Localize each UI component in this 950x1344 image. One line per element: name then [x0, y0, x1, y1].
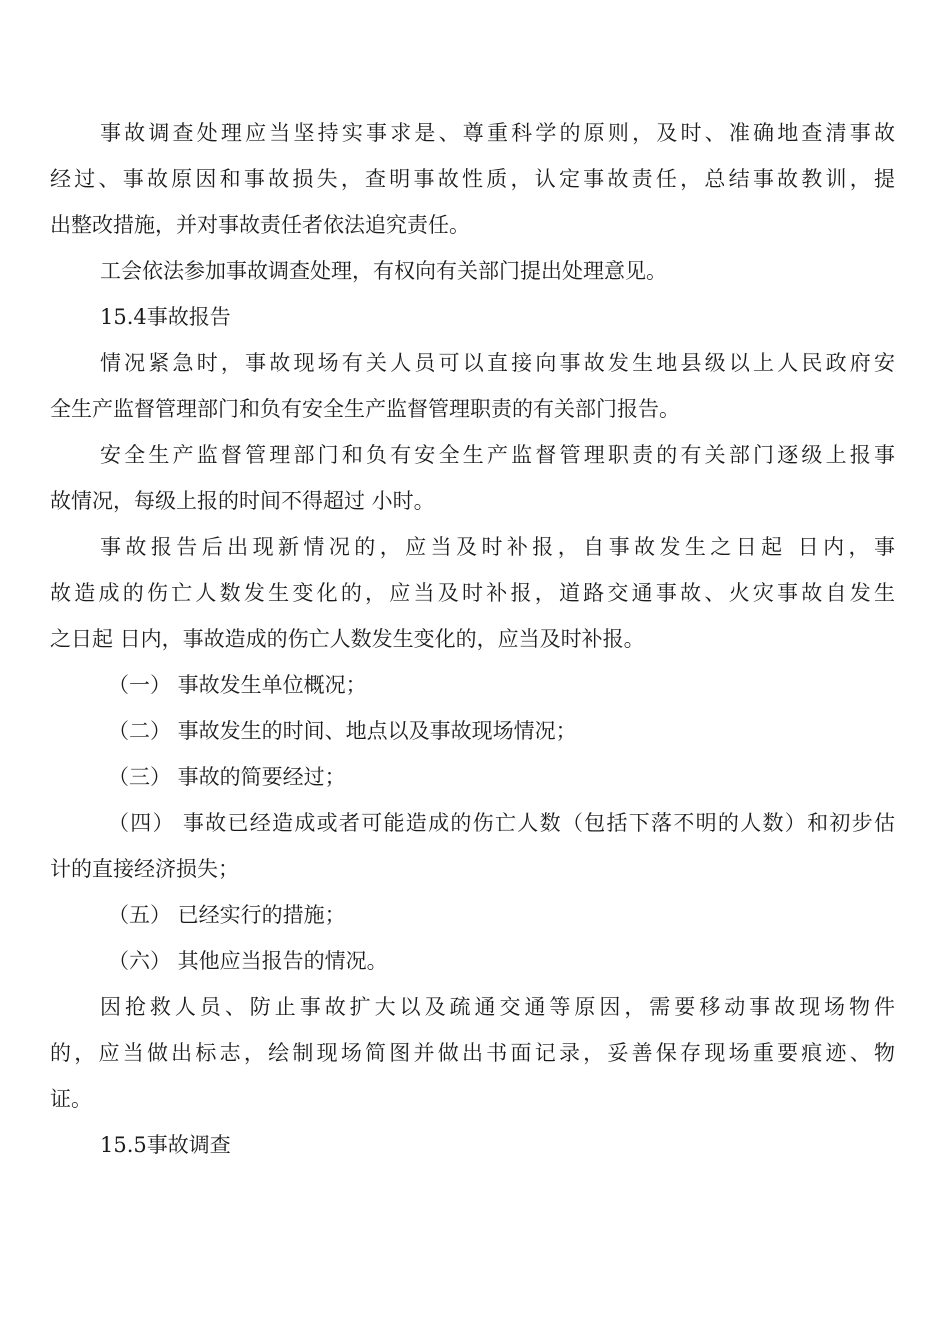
paragraph-line: 情况紧急时，事故现场有关人员可以直接向事故发生地县级以上人民政府安 [100, 351, 895, 375]
paragraph-line: 工会依法参加事故调查处理，有权向有关部门提出处理意见。 [100, 259, 667, 283]
paragraph-line: 证。 [50, 1087, 92, 1111]
list-item: （四） 事故已经造成或者可能造成的伤亡人数（包括下落不明的人数）和初步估 [108, 811, 895, 835]
paragraph-line: 故造成的伤亡人数发生变化的，应当及时补报，道路交通事故、火灾事故自发生 [50, 581, 895, 605]
paragraph-line: 之日起 日内，事故造成的伤亡人数发生变化的，应当及时补报。 [50, 627, 645, 651]
section-heading: 15.4事故报告 [100, 305, 231, 329]
paragraph-line: 出整改措施，并对事故责任者依法追究责任。 [50, 213, 470, 237]
list-item: （六） 其他应当报告的情况。 [108, 949, 388, 973]
list-item-continuation: 计的直接经济损失； [50, 857, 239, 881]
paragraph-line: 因抢救人员、防止事故扩大以及疏通交通等原因，需要移动事故现场物件 [100, 995, 895, 1019]
paragraph-line: 故情况，每级上报的时间不得超过 小时。 [50, 489, 435, 513]
paragraph-line: 事故报告后出现新情况的，应当及时补报，自事故发生之日起 日内，事 [100, 535, 895, 559]
paragraph-line: 的，应当做出标志，绘制现场简图并做出书面记录，妥善保存现场重要痕迹、物 [50, 1041, 895, 1065]
paragraph-line: 事故调查处理应当坚持实事求是、尊重科学的原则，及时、准确地查清事故 [100, 121, 895, 145]
paragraph-line: 全生产监督管理部门和负有安全生产监督管理职责的有关部门报告。 [50, 397, 680, 421]
paragraph-line: 安全生产监督管理部门和负有安全生产监督管理职责的有关部门逐级上报事 [100, 443, 895, 467]
list-item: （五） 已经实行的措施； [108, 903, 346, 927]
list-item: （一） 事故发生单位概况； [108, 673, 367, 697]
list-item: （二） 事故发生的时间、地点以及事故现场情况； [108, 719, 577, 743]
list-item: （三） 事故的简要经过； [108, 765, 346, 789]
section-heading: 15.5事故调查 [100, 1133, 231, 1157]
paragraph-line: 经过、事故原因和事故损失，查明事故性质，认定事故责任，总结事故教训，提 [50, 167, 895, 191]
